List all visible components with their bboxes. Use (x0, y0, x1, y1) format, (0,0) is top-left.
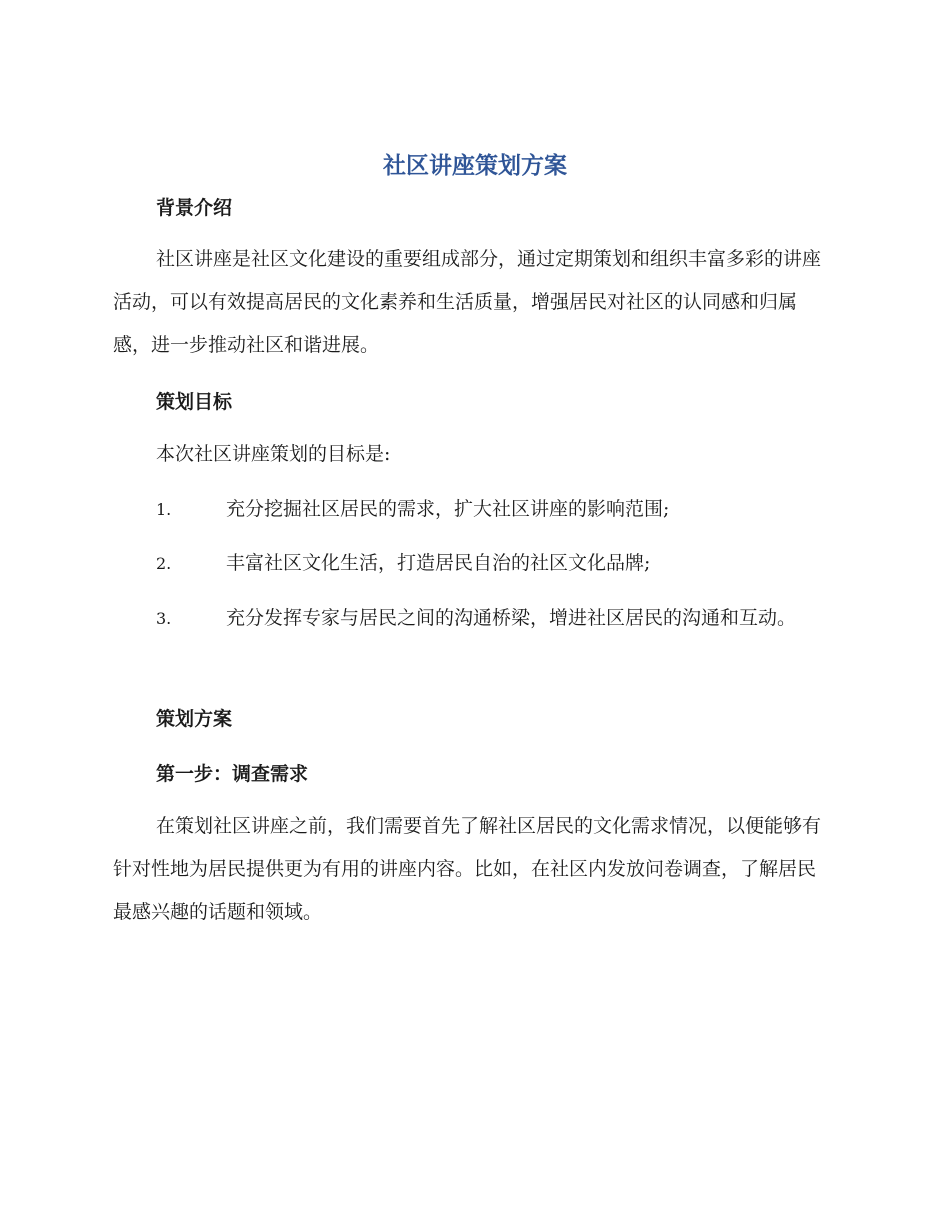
step-1-paragraph: 在策划社区讲座之前，我们需要首先了解社区居民的文化需求情况，以便能够有针对性地为居民提供更为有用的讲座内容。比如，在社区内发放问卷调查，了解居民最感兴趣的话题和领域。 (113, 815, 822, 923)
heading-background: 背景介绍 (156, 197, 233, 219)
heading-plan: 策划方案 (156, 708, 233, 730)
document-title: 社区讲座策划方案 (383, 153, 567, 179)
goal-item-1 (113, 488, 833, 531)
heading-step-1: 第一步：调查需求 (156, 763, 309, 785)
list-number: 1. (156, 500, 172, 519)
list-text: 丰富社区文化生活，打造居民自治的社区文化品牌; (226, 552, 651, 574)
goal-item-2 (113, 542, 833, 585)
goal-item-3 (113, 597, 833, 640)
list-text: 充分发挥专家与居民之间的沟通桥梁，增进社区居民的沟通和互动。 (226, 607, 797, 629)
heading-goals: 策划目标 (156, 391, 233, 413)
list-number: 2. (156, 554, 172, 573)
background-paragraph: 社区讲座是社区文化建设的重要组成部分，通过定期策划和组织丰富多彩的讲座活动，可以有效提高居民的文化素养和生活质量，增强居民对社区的认同感和归属感，进一步推动社区和谐进展。 (113, 248, 822, 356)
list-text: 充分挖掘社区居民的需求，扩大社区讲座的影响范围; (226, 498, 670, 520)
list-number: 3. (156, 609, 172, 628)
goals-intro: 本次社区讲座策划的目标是: (156, 443, 391, 465)
